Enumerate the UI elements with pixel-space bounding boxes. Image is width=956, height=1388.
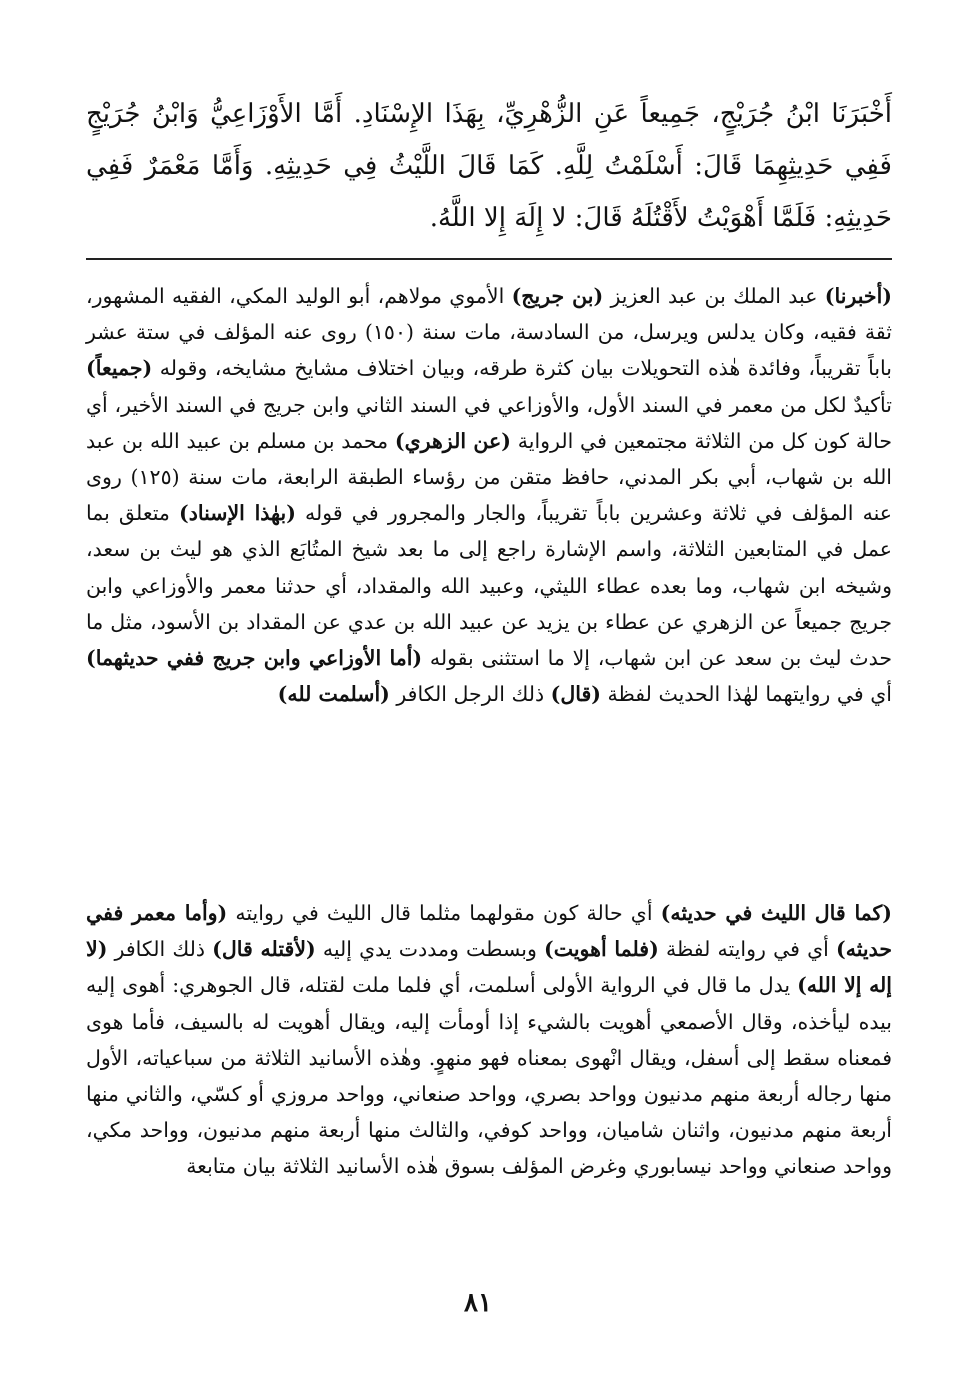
hadith-paragraph: أَخْبَرَنَا ابْنُ جُرَيْجٍ، جَمِيعاً عَنِ الزُّهْرِيِّ، بِهَذَا الإِسْنَادِ. أَمَّا الأَوْزَاعِيُّ وَابْنُ جُرَيْجٍ فَفِي حَدِيثِهِمَا قَالَ: أَسْلَمْتُ لِلَّهِ. كَمَا قَالَ اللَّيْثُ فِي حَدِيثِهِ. وَأَمَّا مَعْمَرٌ فَفِي حَدِيثِهِ: فَلَمَّا أَهْوَيْتُ لأَقْتُلَهُ قَالَ: لا إِلَهَ إِلا اللَّهُ.: [86, 99, 892, 233]
commentary-term: (فلما أهويت): [544, 937, 659, 962]
commentary-term: (جميعاً): [86, 356, 153, 381]
commentary-term: (بن جريج): [511, 284, 604, 308]
commentary-text: أي في روايته لفظة: [658, 937, 836, 962]
commentary-paragraph-2: [86, 895, 892, 1185]
commentary-section-2: [86, 895, 892, 1185]
hadith-text: [86, 88, 892, 244]
commentary-text: عبد الملك بن عبد العزيز: [603, 284, 825, 308]
commentary-term: (كما قال الليث في حديثه): [660, 901, 892, 925]
page-number: ٨١: [464, 1288, 492, 1318]
commentary-text: متعلق بما عمل في المتابعين الثلاثة، واسم الإشارة راجع إلى ما بعد شيخ المتُابَع الذي هو ليث بن سعد، وشيخه ابن شهاب، وما بعده عطاء الليثي، وعبيد الله والمقداد، أي حدثنا معمر والأوزاعي وابن جريج جميعاً عن الزهري عن عطاء بن يزيد عن عبيد الله بن عدي عن المقداد بن الأسود، مثل ما حدث ليث بن سعد عن ابن شهاب، إلا ما استثنى بقوله: [86, 501, 892, 671]
footnote-divider: [86, 258, 892, 260]
commentary-term: (أخبرنا): [824, 284, 892, 308]
commentary-term: (قال): [550, 682, 601, 707]
commentary-text: ذلك الكافر: [107, 937, 213, 962]
commentary-text: تأكيدٌ لكل من معمر في السند الأول، والأوزاعي في السند الثاني وابن جريج في السند الأخير، أي حالة كون كل من الثلاثة مجتمعين في الرواية: [86, 392, 892, 453]
commentary-term: (عن الزهري): [394, 428, 511, 453]
commentary-paragraph-1: [86, 278, 892, 712]
commentary-text: وبسطت ومددت يدي إليه: [315, 937, 545, 962]
commentary-term: (أما الأوزاعي وابن جريج ففي حديثهما): [86, 646, 423, 671]
commentary-text: الأموي مولاهم، أبو الوليد المكي، الفقيه المشهور، ثقة فقيه، وكان يدلس ويرسل، من السادسة، مات سنة (١٥٠) روى عنه المؤلف في ستة عشر باباً تقريباً، وفائدة هٰذه التحويلات بيان كثرة طرقه، وبيان اختلاف مشايخ مشايخه، وقوله: [86, 284, 892, 381]
commentary-text: ذلك الرجل الكافر: [389, 682, 551, 707]
commentary-text: أي في روايتهما لهٰذا الحديث لفظة: [600, 682, 892, 707]
commentary-text: أي حالة كون مقولهما مثلما قال الليث في روايته: [227, 901, 661, 925]
commentary-term: (وأما معمر ففي حديثه): [86, 901, 893, 962]
commentary-text: محمد بن مسلم بن عبيد الله بن عبد الله بن شهاب، أبي بكر المدني، حافظ متقن من رؤساء الطبقة الرابعة، مات سنة (١٢٥) روى عنه المؤلف في ثلاثة وعشرين باباً تقريباً، والجار والمجرور في قوله: [86, 428, 893, 526]
commentary-section-1: [86, 278, 892, 712]
commentary-text: يدل ما قال في الرواية الأولى أسلمت، أي فلما ملت لقتله، قال الجوهري: أهوى إليه بيده ليأخذه، وقال الأصمعي أهويت بالشيء إذا أومأت إليه، ويقال أهويت له بالسيف، فأما هوى فمعناه سقط إلى أسفل، ويقال انْهوى بمعناه فهو منهوٍ. وهٰذه الأسانيد الثلاثة من سباعياته، الأول منها رجاله أربعة منهم مدنيون وواحد بصري، وواحد صنعاني، وواحد مروزي أو كسّي، والثاني منها أربعة منهم مدنيون، واثنان شاميان، وواحد كوفي، والثالث منها أربعة منهم مدنيون، وواحد مكي، وواحد صنعاني وواحد نيسابوري وغرض المؤلف بسوق هٰذه الأسانيد الثلاثة بيان متابعة: [86, 973, 892, 1179]
commentary-term: (أسلمت لله): [277, 682, 390, 707]
commentary-term: (لأقتله قال): [212, 937, 316, 962]
commentary-term: (لا إله إلا الله): [86, 937, 892, 998]
commentary-term: (بهٰذا الإسناد): [179, 501, 296, 526]
